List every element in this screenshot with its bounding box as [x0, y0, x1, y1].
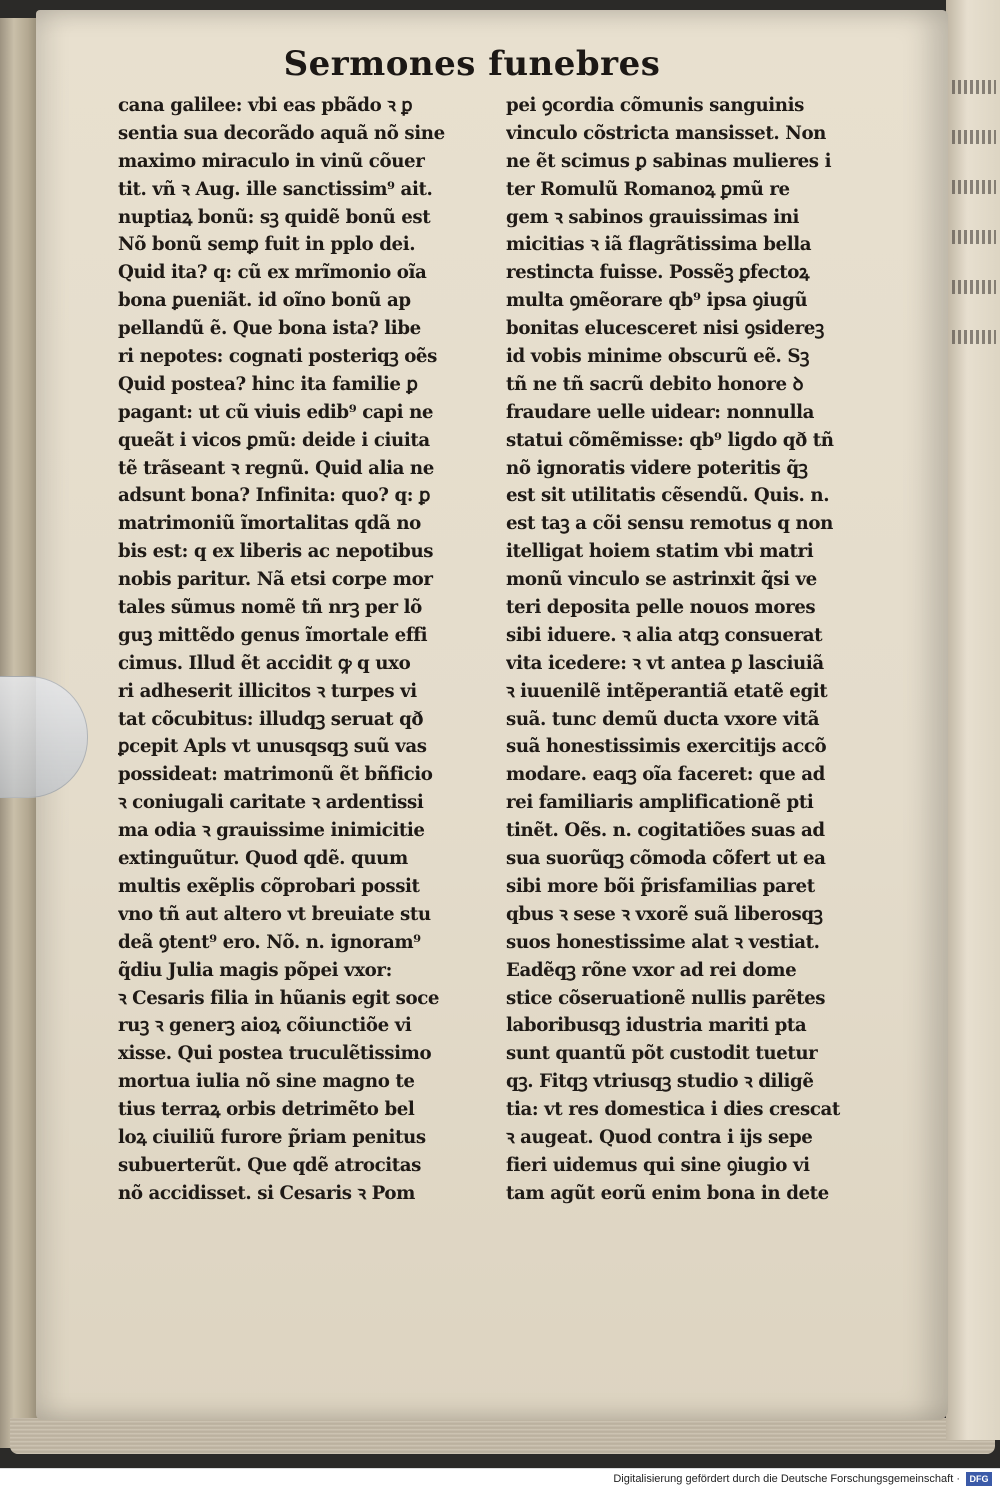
text-line: subuerterũt. Que qdẽ atrocitas [118, 1154, 422, 1176]
facing-page-text-trace [952, 230, 996, 244]
text-line: micitias ꝛ iã flagrãtissima bella [506, 234, 812, 256]
text-line: qbus ꝛ sese ꝛ vxorẽ suã liberosqꝫ [506, 903, 823, 925]
text-line: nobis paritur. Nã etsi corpe mor [118, 569, 433, 591]
page-stack-bottom-edge [10, 1418, 995, 1454]
text-line: matrimoniũ ĩmortalitas qdã no [118, 513, 421, 535]
text-line: Quid ita? q: cũ ex mrĩmonio oĩa [118, 262, 427, 284]
facing-page-text-trace [952, 180, 996, 194]
text-line: multis exẽplis cõprobari possit [118, 875, 420, 897]
text-line: tia: vt res domestica i dies crescat [506, 1099, 840, 1121]
facing-page-edge [946, 0, 1000, 1440]
text-line: tẽ trãseant ꝛ regnũ. Quid alia ne [118, 457, 434, 479]
text-line: tinẽt. Oẽs. n. cogitatiões suas ad [506, 820, 825, 842]
facing-page-text-trace [952, 130, 996, 144]
text-line: suos honestissime alat ꝛ vestiat. [506, 931, 820, 953]
text-line: ne ẽt scimus ꝑ sabinas mulieres i [506, 150, 832, 172]
text-line: xisse. Qui postea truculẽtissimo [118, 1043, 432, 1065]
text-line: tit. vñ ꝛ Aug. ille sanctissim⁹ ait. [118, 178, 433, 200]
text-line: statui cõmẽmisse: qb⁹ ligdo qð tñ [506, 429, 834, 451]
text-line: queãt i vicos ꝑmũ: deide i ciuita [118, 429, 430, 451]
text-line: cana galilee: vbi eas pbãdo ꝛ ꝑ [118, 95, 413, 116]
text-line: sibi more bõi p̃risfamilias paret [506, 875, 815, 897]
text-line: teri deposita pelle nouos mores [506, 597, 816, 619]
text-line: tales sũmus nomẽ tñ nrꝫ per lõ [118, 597, 422, 619]
text-line: itelligat hoiem statim vbi matri [506, 541, 814, 563]
text-line: tñ ne tñ sacrũ debito honore ꝺ [506, 373, 804, 395]
text-line: ꝑcepit Apls vt unusqsqꝫ suũ vas [118, 736, 427, 758]
text-line: Eadẽqꝫ rõne vxor ad rei dome [506, 959, 797, 981]
facing-page-text-trace [952, 280, 996, 294]
text-line: sua suorũqꝫ cõmoda cõfert ut ea [506, 848, 826, 870]
text-line: tat cõcubitus: illudqꝫ seruat qð [118, 708, 424, 730]
text-line: modare. eaqꝫ oĩa faceret: que ad [506, 764, 825, 786]
text-line: restincta fuisse. Possẽꝫ ꝑfectoꝝ [506, 262, 810, 284]
text-line: sibi iduere. ꝛ alia atqꝫ consuerat [506, 624, 823, 646]
text-line: sunt quantũ põt custodit tuetur [506, 1043, 818, 1065]
text-line: Quid postea? hinc ita familie ꝑ [118, 373, 418, 395]
text-line: ri nepotes: cognati posteriqꝫ oẽs [118, 346, 437, 368]
text-line: vno tñ aut altero vt breuiate stu [118, 903, 431, 925]
text-line: pagant: ut cũ viuis edib⁹ capi ne [118, 401, 434, 423]
right-text-column [506, 92, 886, 1208]
text-line: qꝫ. Fitqꝫ vtriusqꝫ studio ꝛ diligẽ [506, 1071, 814, 1093]
text-line: suã. tunc demũ ducta vxore vitã [506, 708, 820, 730]
text-line: bona ꝑueniãt. id oĩno bonũ ap [118, 290, 411, 312]
running-title: Sermones funebres [283, 44, 661, 84]
text-line: ꝛ iuuenilẽ intẽperantiã etatẽ egit [506, 680, 828, 702]
text-line: sentia sua decorãdo aquã nõ sine [118, 122, 445, 144]
dfg-logo: DFG [966, 1472, 992, 1486]
text-line: ꝛ augeat. Quod contra i ijs sepe [506, 1126, 813, 1148]
footer-bar [0, 1468, 1000, 1491]
text-line: nõ ignoratis videre poteritis q̃ꝫ [506, 457, 808, 479]
text-line: tius terraꝝ orbis detrimẽto bel [118, 1099, 415, 1121]
text-line: est sit utilitatis cẽsendũ. Quis. n. [506, 485, 830, 507]
text-line: extinguũtur. Quod qdẽ. quum [118, 848, 408, 870]
text-line: cimus. Illud ẽt accidit ꝙ q uxo [118, 652, 411, 674]
text-line: fraudare uelle uidear: nonnulla [506, 401, 814, 423]
text-line: ꝛ Cesaris filia in hũanis egit soce [118, 987, 440, 1009]
text-line: maximo miraculo in vinũ cõuer [118, 150, 425, 172]
text-line: ꝛ coniugali caritate ꝛ ardentissi [118, 792, 424, 814]
funding-credit: Digitalisierung gefördert durch die Deutsche Forschungsgemeinschaft · [613, 1473, 960, 1485]
text-line: ter Romulũ Romanoꝝ ꝑmũ re [506, 178, 790, 200]
text-line: guꝫ mittẽdo genus ĩmortale effi [118, 624, 428, 646]
text-line: multa ꝯmẽorare qb⁹ ipsa ꝯiugũ [506, 290, 808, 312]
text-line: ruꝫ ꝛ generꝫ aioꝝ cõiunctiõe vi [118, 1015, 412, 1037]
text-line: laboribusqꝫ idustria mariti pta [506, 1015, 807, 1037]
text-line: Nõ bonũ semꝑ fuit in pplo dei. [118, 234, 416, 256]
facing-page-text-trace [952, 80, 996, 94]
text-line: tam agũt eorũ enim bona in dete [506, 1182, 829, 1204]
text-line: nuptiaꝝ bonũ: sꝫ quidẽ bonũ est [118, 206, 431, 228]
left-text-column [118, 92, 498, 1208]
text-line: stice cõseruationẽ nullis parẽtes [506, 987, 826, 1009]
text-line: id vobis minime obscurũ eẽ. Sꝫ [506, 346, 810, 368]
text-line: bis est: q ex liberis ac nepotibus [118, 541, 434, 563]
text-line: monũ vinculo se astrinxit q̃si ve [506, 569, 817, 591]
text-line: q̃diu Julia magis põpei vxor: [118, 959, 392, 981]
text-line: vita icedere: ꝛ vt antea ꝑ lasciuiã [506, 652, 824, 674]
text-line: nõ accidisset. si Cesaris ꝛ Pom [118, 1182, 415, 1204]
text-line: loꝝ ciuiliũ furore p̃riam penitus [118, 1126, 426, 1148]
text-line: possideat: matrimonũ ẽt bñficio [118, 764, 433, 786]
text-line: mortua iulia nõ sine magno te [118, 1071, 415, 1093]
text-line: est taꝫ a cõi sensu remotus q non [506, 513, 833, 535]
text-line: vinculo cõstricta mansisset. Non [506, 122, 826, 144]
text-line: bonitas elucesceret nisi ꝯsidereꝫ [506, 318, 824, 340]
text-line: ri adheserit illicitos ꝛ turpes vi [118, 680, 417, 702]
text-line: rei familiaris amplificationẽ pti [506, 792, 814, 814]
text-line: adsunt bona? Infinita: quo? q: ꝑ [118, 485, 431, 507]
text-line: pei ꝯcordia cõmunis sanguinis [506, 95, 804, 116]
text-line: suã honestissimis exercitijs accõ [506, 736, 827, 758]
text-line: ma odia ꝛ grauissime inimicitie [118, 820, 425, 842]
facing-page-text-trace [952, 330, 996, 344]
text-line: fieri uidemus qui sine ꝯiugio vi [506, 1154, 810, 1176]
text-line: pellandũ ẽ. Que bona ista? libe [118, 318, 421, 340]
text-line: gem ꝛ sabinos grauissimas ini [506, 206, 800, 228]
text-line: deã ꝯtent⁹ ero. Nõ. n. ignoram⁹ [118, 931, 421, 953]
